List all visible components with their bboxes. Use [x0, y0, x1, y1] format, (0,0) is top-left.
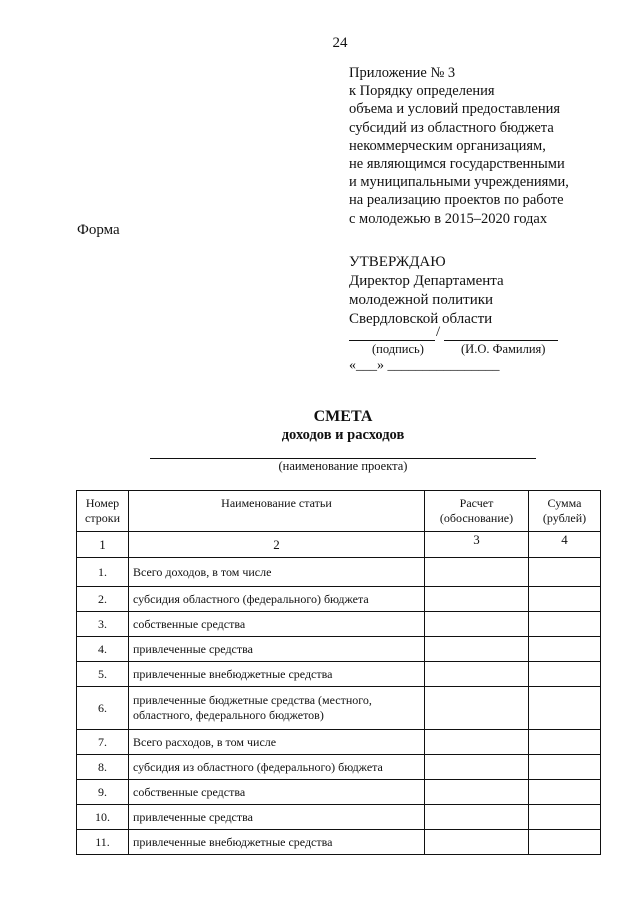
appendix-line: некоммерческим организациям, [349, 137, 546, 154]
row-amount-cell[interactable] [529, 612, 601, 637]
row-number: 8. [77, 755, 129, 780]
row-amount-cell[interactable] [529, 662, 601, 687]
row-item-name: привлеченные внебюджетные средства [129, 662, 425, 687]
row-item-name: привлеченные средства [129, 805, 425, 830]
signature-separator: / [436, 324, 441, 340]
row-calculation-cell[interactable] [425, 637, 529, 662]
index-cell: 4 [529, 532, 601, 558]
row-calculation-cell[interactable] [425, 730, 529, 755]
document-title: СМЕТА [313, 408, 373, 425]
appendix-line: и муниципальными учреждениями, [349, 174, 569, 191]
document-subtitle: доходов и расходов [281, 427, 405, 443]
row-amount-cell[interactable] [529, 755, 601, 780]
table-row [77, 587, 601, 612]
row-calculation-cell[interactable] [425, 830, 529, 855]
row-number: 1. [77, 558, 129, 587]
row-amount-cell[interactable] [529, 805, 601, 830]
row-number: 2. [77, 587, 129, 612]
project-name-caption: (наименование проекта) [278, 459, 408, 473]
appendix-line: не являющимся государственными [349, 156, 565, 173]
appendix-line: субсидий из областного бюджета [349, 119, 554, 136]
row-amount-cell[interactable] [529, 730, 601, 755]
row-number: 9. [77, 780, 129, 805]
table-row [77, 780, 601, 805]
appendix-line: к Порядку определения [349, 83, 495, 100]
header-calculation: Расчет (обоснование) [425, 491, 529, 532]
row-number: 5. [77, 662, 129, 687]
table-row [77, 805, 601, 830]
row-calculation-cell[interactable] [425, 755, 529, 780]
form-label: Форма [77, 222, 120, 238]
table-header-row [77, 491, 601, 532]
row-calculation-cell[interactable] [425, 780, 529, 805]
row-amount-cell[interactable] [529, 637, 601, 662]
index-cell: 2 [129, 532, 425, 558]
row-number: 7. [77, 730, 129, 755]
table-row [77, 612, 601, 637]
row-calculation-cell[interactable] [425, 558, 529, 587]
row-calculation-cell[interactable] [425, 805, 529, 830]
approval-line: молодежной политики [349, 292, 494, 308]
appendix-line: Приложение № 3 [349, 65, 456, 81]
row-item-name: собственные средства [129, 780, 425, 805]
table-row [77, 687, 601, 730]
table-row [77, 730, 601, 755]
table-row [77, 755, 601, 780]
appendix-line: с молодежью в 2015–2020 годах [349, 210, 548, 227]
page-number: 24 [332, 35, 348, 51]
row-calculation-cell[interactable] [425, 587, 529, 612]
row-item-name: субсидия областного (федерального) бюджета [129, 587, 425, 612]
appendix-line: объема и условий предоставления [349, 101, 561, 118]
row-item-name: субсидия из областного (федерального) бюджета [129, 755, 425, 780]
table-row [77, 637, 601, 662]
header-item-name: Наименование статьи [129, 491, 425, 532]
approval-block [349, 253, 504, 329]
row-number: 4. [77, 637, 129, 662]
budget-table [76, 490, 601, 855]
row-amount-cell[interactable] [529, 587, 601, 612]
row-amount-cell[interactable] [529, 830, 601, 855]
row-item-name: Всего расходов, в том числе [129, 730, 425, 755]
row-amount-cell[interactable] [529, 780, 601, 805]
signature-caption: (подпись) [372, 342, 424, 356]
appendix-line: на реализацию проектов по работе [349, 192, 564, 209]
row-number: 6. [77, 687, 129, 730]
table-row [77, 662, 601, 687]
row-calculation-cell[interactable] [425, 612, 529, 637]
name-field-line[interactable] [444, 340, 558, 341]
signature-field-line[interactable] [349, 340, 435, 341]
row-item-name: привлеченные средства [129, 637, 425, 662]
index-cell: 3 [425, 532, 529, 558]
approval-line: Свердловской области [349, 311, 493, 327]
row-item-name: привлеченные внебюджетные средства [129, 830, 425, 855]
index-cell: 1 [77, 532, 129, 558]
row-number: 3. [77, 612, 129, 637]
approval-line: Директор Департамента [349, 273, 504, 289]
approval-heading: УТВЕРЖДАЮ [349, 254, 446, 270]
row-amount-cell[interactable] [529, 687, 601, 730]
table-index-row [77, 532, 601, 558]
table-row [77, 830, 601, 855]
appendix-reference [349, 64, 569, 228]
row-amount-cell[interactable] [529, 558, 601, 587]
header-row-number: Номер строки [77, 491, 129, 532]
row-item-name: привлеченные бюджетные средства (местного, областного, федерального бюджетов) [129, 687, 425, 730]
table-row [77, 558, 601, 587]
header-amount: Сумма (рублей) [529, 491, 601, 532]
approval-date: «___» ________________ [349, 358, 500, 373]
row-item-name: собственные средства [129, 612, 425, 637]
row-number: 10. [77, 805, 129, 830]
row-calculation-cell[interactable] [425, 687, 529, 730]
row-calculation-cell[interactable] [425, 662, 529, 687]
row-item-name: Всего доходов, в том числе [129, 558, 425, 587]
name-caption: (И.О. Фамилия) [461, 342, 546, 356]
row-number: 11. [77, 830, 129, 855]
